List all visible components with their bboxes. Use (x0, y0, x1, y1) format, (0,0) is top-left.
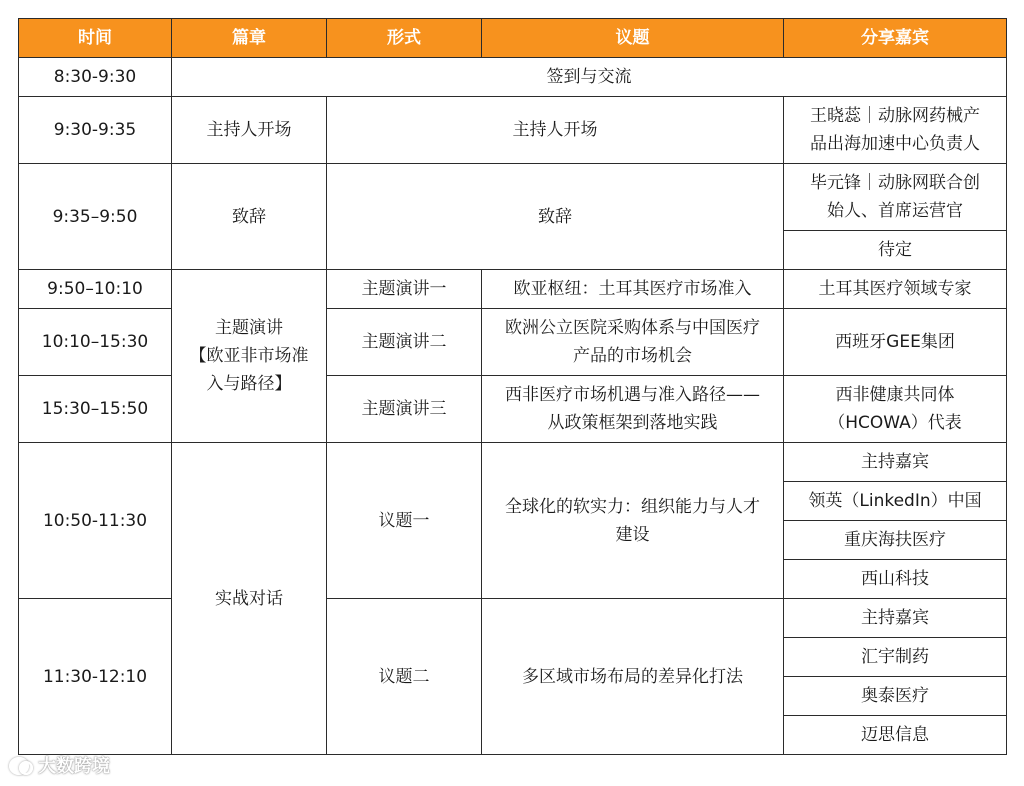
time-cell: 9:30-9:35 (19, 97, 172, 164)
speaker-cell (784, 376, 1007, 443)
header-row (19, 19, 1007, 58)
topic-line: 欧洲公立医院采购体系与中国医疗 (505, 318, 760, 338)
table-row (19, 164, 1007, 231)
chapter-cell: 主持人开场 (172, 97, 327, 164)
time-cell: 9:35–9:50 (19, 164, 172, 270)
speaker-line: 毕元锋｜动脉网联合创 (810, 173, 980, 193)
speaker-cell: 奥泰医疗 (784, 677, 1007, 716)
time-cell: 15:30–15:50 (19, 376, 172, 443)
table-row (19, 309, 1007, 376)
speaker-line: 王晓蕊｜动脉网药械产 (810, 106, 980, 126)
chapter-line: 入与路径】 (206, 374, 292, 394)
table-row (19, 270, 1007, 309)
speaker-cell: 主持嘉宾 (784, 599, 1007, 638)
format-cell: 议题一 (327, 443, 482, 599)
format-cell: 议题二 (327, 599, 482, 755)
format-cell: 主题演讲三 (327, 376, 482, 443)
speaker-cell: 汇宇制药 (784, 638, 1007, 677)
table-row (19, 443, 1007, 482)
topic-cell (482, 309, 784, 376)
speaker-cell (784, 97, 1007, 164)
time-cell: 10:10–15:30 (19, 309, 172, 376)
speaker-cell: 领英（LinkedIn）中国 (784, 482, 1007, 521)
speaker-line: 西非健康共同体 (835, 385, 955, 405)
chapter-line: 【欧亚非市场准 (189, 346, 309, 366)
merged-cell: 签到与交流 (172, 58, 1007, 97)
time-cell: 8:30-9:30 (19, 58, 172, 97)
speaker-cell (784, 164, 1007, 231)
table-row (19, 599, 1007, 638)
speaker-cell: 待定 (784, 231, 1007, 270)
topic-cell (482, 443, 784, 599)
topic-cell: 致辞 (327, 164, 784, 270)
chapter-line: 主题演讲 (215, 318, 283, 338)
speaker-line: 品出海加速中心负责人 (810, 134, 980, 154)
table-row (19, 376, 1007, 443)
speaker-cell: 重庆海扶医疗 (784, 521, 1007, 560)
watermark (8, 752, 110, 778)
topic-line: 从政策框架到落地实践 (547, 413, 718, 433)
speaker-cell: 主持嘉宾 (784, 443, 1007, 482)
header-chapter: 篇章 (172, 19, 327, 58)
chapter-cell: 致辞 (172, 164, 327, 270)
topic-line: 全球化的软实力：组织能力与人才 (505, 496, 760, 517)
header-format: 形式 (327, 19, 482, 58)
chat-bubble-icon (8, 755, 34, 775)
format-cell: 主题演讲一 (327, 270, 482, 309)
speaker-line: （HCOWA）代表 (828, 413, 962, 433)
time-cell: 10:50-11:30 (19, 443, 172, 599)
table-row (19, 58, 1007, 97)
watermark-text: 大数跨境 (38, 756, 110, 777)
time-cell: 11:30-12:10 (19, 599, 172, 755)
topic-line: 西非医疗市场机遇与准入路径—— (505, 385, 760, 405)
header-time: 时间 (19, 19, 172, 58)
topic-cell: 多区域市场布局的差异化打法 (482, 599, 784, 755)
time-cell: 9:50–10:10 (19, 270, 172, 309)
topic-cell: 欧亚枢纽：土耳其医疗市场准入 (482, 270, 784, 309)
table-row (19, 97, 1007, 164)
header-topic: 议题 (482, 19, 784, 58)
header-speaker: 分享嘉宾 (784, 19, 1007, 58)
topic-line: 建设 (615, 524, 650, 545)
format-cell: 主题演讲二 (327, 309, 482, 376)
speaker-line: 始人、首席运营官 (827, 201, 963, 221)
topic-line: 产品的市场机会 (573, 346, 692, 366)
speaker-cell: 西山科技 (784, 560, 1007, 599)
speaker-cell: 土耳其医疗领域专家 (784, 270, 1007, 309)
speaker-cell: 西班牙GEE集团 (784, 309, 1007, 376)
speaker-cell: 迈思信息 (784, 716, 1007, 755)
chapter-cell: 实战对话 (172, 443, 327, 755)
topic-cell: 主持人开场 (327, 97, 784, 164)
topic-cell (482, 376, 784, 443)
chapter-cell (172, 270, 327, 443)
agenda-table (18, 18, 1007, 755)
